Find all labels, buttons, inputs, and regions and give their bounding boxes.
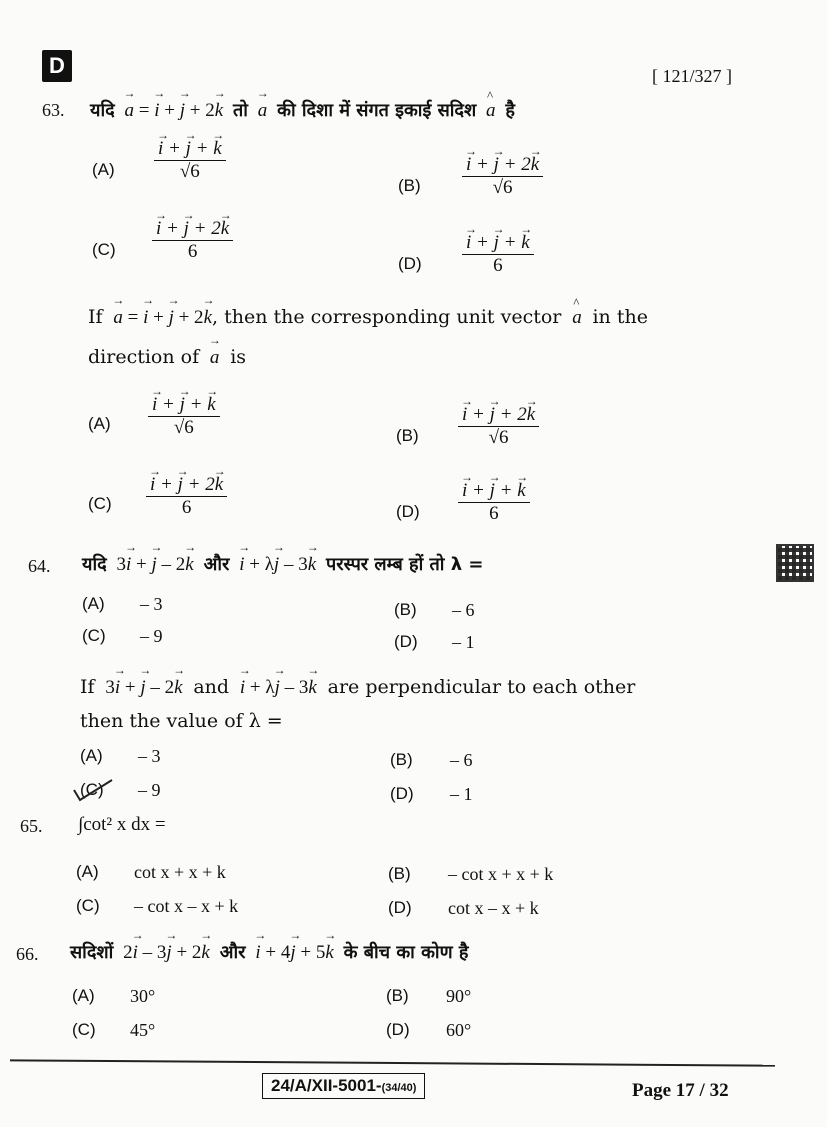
q64e-option-a: – 3 bbox=[138, 746, 161, 766]
question-number-65: 65. bbox=[20, 816, 43, 836]
q64e-option-c-label: (C) bbox=[80, 780, 104, 799]
question-number-64: 64. bbox=[28, 556, 51, 576]
q63h-option-b-label: (B) bbox=[398, 176, 421, 195]
q63h-option-c: → $\frac{i + \to j + 2\to k}{6}$ bbox=[152, 218, 233, 263]
q66-option-a-label: (A) bbox=[72, 986, 95, 1005]
q64h-option-b: – 6 bbox=[452, 600, 475, 620]
q64h-option-d: – 1 bbox=[452, 632, 475, 652]
q65-option-c: – cot x – x + k bbox=[134, 896, 239, 916]
q63e-option-b: → $\frac{i + \to j + 2\to k}{√6}$ bbox=[458, 404, 539, 449]
q63h-option-a: → $\frac{i + \to j + \to k}{√6}$ bbox=[154, 138, 226, 183]
q65-option-a-label: (A) bbox=[76, 862, 99, 881]
q65-option-b-label: (B) bbox=[388, 864, 411, 883]
q63h-option-d: → $\frac{i + \to j + \to k}{6}$ bbox=[462, 232, 534, 277]
q63-english-stem: If → a = → i + → j + 2→ k, then the corresponding unit vector ^ a in the bbox=[88, 306, 648, 329]
q64-hindi-stem: यदि 3→ i + → j – 2→ k और → i + λ→ j – 3→ k परस्पर लम्ब हों तो λ = bbox=[82, 552, 483, 576]
q64e-option-b: – 6 bbox=[450, 750, 473, 770]
q66-option-b: 90° bbox=[446, 986, 472, 1006]
q63-english-line2: direction of → a is bbox=[88, 346, 246, 369]
footer-divider bbox=[10, 1059, 775, 1066]
q66-hindi-stem: सदिशों 2→ i – 3→ j + 2→ k और → i + 4→ j + 5→ k के बीच का कोण है bbox=[70, 940, 468, 964]
q64h-option-b-label: (B) bbox=[394, 600, 417, 619]
q63e-option-a: → $\frac{i + \to j + \to k}{√6}$ bbox=[148, 394, 220, 439]
q65-option-d: cot x – x + k bbox=[448, 898, 539, 918]
q63-hindi-stem: यदि → a = → i + → j + 2→ k तो → a की दिशा में संगत इकाई सदिश ^ a है bbox=[90, 98, 515, 122]
q63e-option-b-label: (B) bbox=[396, 426, 419, 445]
q63-hindi-end: है bbox=[505, 100, 515, 121]
q66-option-a: 30° bbox=[130, 986, 156, 1006]
q63h-option-c-label: (C) bbox=[92, 240, 116, 259]
q64e-option-d: – 1 bbox=[450, 784, 473, 804]
q65-option-d-label: (D) bbox=[388, 898, 412, 917]
q65-question: ∫cot² x dx = bbox=[78, 814, 166, 835]
q63e-option-c-label: (C) bbox=[88, 494, 112, 513]
q63h-option-b: → $\frac{i + \to j + 2\to k}{√6}$ bbox=[462, 154, 543, 199]
q66-option-c: 45° bbox=[130, 1020, 156, 1040]
q66-option-b-label: (B) bbox=[386, 986, 409, 1005]
qr-code-icon bbox=[776, 544, 814, 582]
q65-option-c-label: (C) bbox=[76, 896, 100, 915]
q63e-option-c: → $\frac{i + \to j + 2\to k}{6}$ bbox=[146, 474, 227, 519]
q64-english-stem: If 3→ i + → j – 2→ k and → i + λ→ j – 3→ k are perpendicular to each other bbox=[80, 676, 635, 699]
q64e-option-a-label: (A) bbox=[80, 746, 103, 765]
question-number-66: 66. bbox=[16, 944, 39, 964]
q66-option-d: 60° bbox=[446, 1020, 472, 1040]
q64h-option-a-label: (A) bbox=[82, 594, 105, 613]
q63-hindi-prefix: यदि bbox=[90, 100, 115, 121]
q64e-option-b-label: (B) bbox=[390, 750, 413, 769]
q63h-option-d-label: (D) bbox=[398, 254, 422, 273]
paper-code: [ 121/327 ] bbox=[652, 66, 732, 86]
q64h-option-d-label: (D) bbox=[394, 632, 418, 651]
q63h-option-a-label: (A) bbox=[92, 160, 115, 179]
q64h-option-c: – 9 bbox=[140, 626, 163, 646]
footer-paper-code: 24/A/XII-5001-(34/40) bbox=[262, 1073, 425, 1099]
q63-hindi-suffix: की दिशा में संगत इकाई सदिश bbox=[277, 100, 477, 121]
q65-option-a: cot x + x + k bbox=[134, 862, 226, 882]
answer-tick-icon bbox=[72, 776, 114, 802]
q64h-option-c-label: (C) bbox=[82, 626, 106, 645]
q63e-option-a-label: (A) bbox=[88, 414, 111, 433]
q64e-option-d-label: (D) bbox=[390, 784, 414, 803]
page-number: Page 17 / 32 bbox=[632, 1080, 729, 1101]
q64e-option-c: – 9 bbox=[138, 780, 161, 800]
q66-option-d-label: (D) bbox=[386, 1020, 410, 1039]
q63e-option-d-label: (D) bbox=[396, 502, 420, 521]
q63-hindi-mid: तो bbox=[233, 100, 248, 121]
q65-option-b: – cot x + x + k bbox=[448, 864, 554, 884]
q66-option-c-label: (C) bbox=[72, 1020, 96, 1039]
question-number-63: 63. bbox=[42, 100, 65, 120]
q64h-option-a: – 3 bbox=[140, 594, 163, 614]
set-badge: D bbox=[42, 50, 72, 82]
q64-english-line2: then the value of λ = bbox=[80, 710, 283, 732]
q63e-option-d: → $\frac{i + \to j + \to k}{6}$ bbox=[458, 480, 530, 525]
